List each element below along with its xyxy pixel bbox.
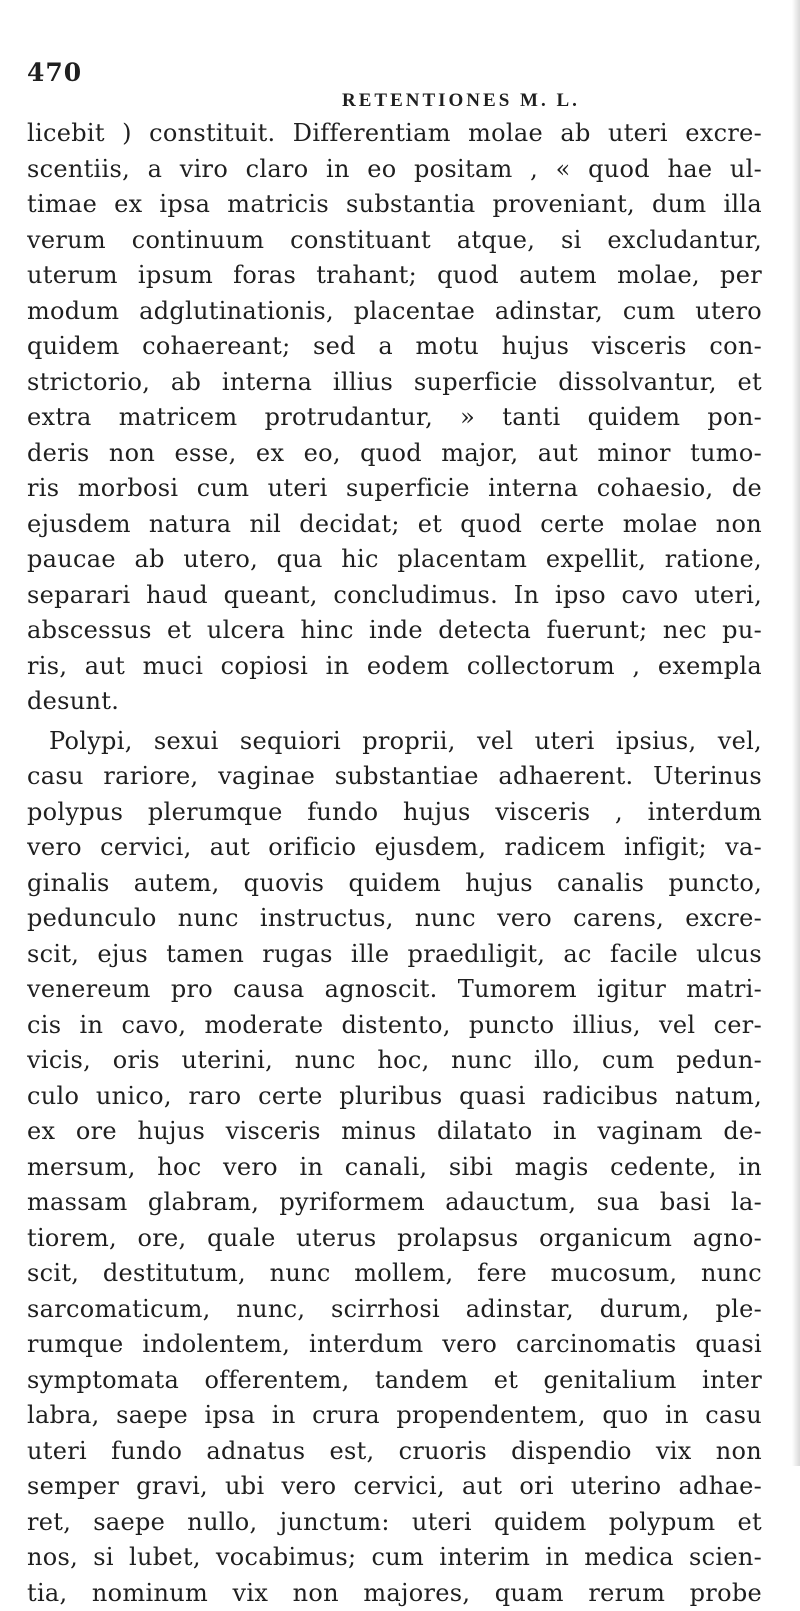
text-line: pedunculo nunc instructus, nunc vero carens, excre-: [27, 901, 762, 937]
text-line: ejusdem natura nil decidat; et quod certe molae non: [27, 507, 762, 543]
text-line: tia, nominum vix non majores, quam rerum probe: [27, 1576, 762, 1611]
text-line: scit, destitutum, nunc mollem, fere mucosum, nunc: [27, 1256, 762, 1292]
text-line: uterum ipsum foras trahant; quod autem molae, per: [27, 258, 762, 294]
text-line: Polypi, sexui sequiori proprii, vel uteri ipsius, vel,: [27, 724, 762, 760]
text-line: separari haud queant, concludimus. In ipso cavo uteri,: [27, 578, 762, 614]
text-line: verum continuum constituant atque, si excludantur,: [27, 223, 762, 259]
text-line: ris, aut muci copiosi in eodem collectorum , exempla: [27, 649, 762, 685]
text-line: casu rariore, vaginae substantiae adhaerent. Uterinus: [27, 759, 762, 795]
text-line: quidem cohaereant; sed a motu hujus visceris con-: [27, 329, 762, 365]
text-line: extra matricem protrudantur, » tanti quidem pon-: [27, 400, 762, 436]
body-text: [27, 116, 762, 1611]
text-line: polypus plerumque fundo hujus visceris , interdum: [27, 795, 762, 831]
text-line: rumque indolentem, interdum vero carcinomatis quasi: [27, 1327, 762, 1363]
text-line: culo unico, raro certe pluribus quasi radicibus natum,: [27, 1079, 762, 1115]
text-line: licebit ) constituit. Differentiam molae ab uteri excre-: [27, 116, 762, 152]
text-line: massam glabram, pyriformem adauctum, sua basi la-: [27, 1185, 762, 1221]
text-line: sarcomaticum, nunc, scirrhosi adinstar, durum, ple-: [27, 1292, 762, 1328]
page-number: 470: [27, 58, 82, 87]
page-edge-shadow: [792, 0, 800, 1466]
text-line: ret, saepe nullo, junctum: uteri quidem polypum et: [27, 1505, 762, 1541]
text-line: nos, si lubet, vocabimus; cum interim in medica scien-: [27, 1540, 762, 1576]
text-line: cis in cavo, moderate distento, puncto illius, vel cer-: [27, 1008, 762, 1044]
text-line: scit, ejus tamen rugas ille praedıligit, ac facile ulcus: [27, 937, 762, 973]
text-line: vero cervici, aut orificio ejusdem, radicem infigit; va-: [27, 830, 762, 866]
text-line: ris morbosi cum uteri superficie interna cohaesio, de: [27, 471, 762, 507]
text-line: semper gravi, ubi vero cervici, aut ori uterino adhae-: [27, 1469, 762, 1505]
text-line: labra, saepe ipsa in crura propendentem, quo in casu: [27, 1398, 762, 1434]
text-line: desunt.: [27, 684, 762, 720]
text-line: scentiis, a viro claro in eo positam , « quod hae ul-: [27, 152, 762, 188]
text-line: strictorio, ab interna illius superficie dissolvantur, et: [27, 365, 762, 401]
text-line: uteri fundo adnatus est, cruoris dispendio vix non: [27, 1434, 762, 1470]
page-header: [27, 58, 767, 98]
text-line: symptomata offerentem, tandem et genitalium inter: [27, 1363, 762, 1399]
text-line: paucae ab utero, qua hic placentam expellit, ratione,: [27, 542, 762, 578]
text-line: venereum pro causa agnoscit. Tumorem igitur matri-: [27, 972, 762, 1008]
text-line: mersum, hoc vero in canali, sibi magis cedente, in: [27, 1150, 762, 1186]
running-head: RETENTIONES M. L.: [342, 90, 580, 112]
text-line: timae ex ipsa matricis substantia proveniant, dum illa: [27, 187, 762, 223]
text-line: modum adglutinationis, placentae adinstar, cum utero: [27, 294, 762, 330]
text-line: deris non esse, ex eo, quod major, aut minor tumo-: [27, 436, 762, 472]
text-line: vicis, oris uterini, nunc hoc, nunc illo, cum pedun-: [27, 1043, 762, 1079]
text-line: ginalis autem, quovis quidem hujus canalis puncto,: [27, 866, 762, 902]
text-line: ex ore hujus visceris minus dilatato in vaginam de-: [27, 1114, 762, 1150]
text-line: abscessus et ulcera hinc inde detecta fuerunt; nec pu-: [27, 613, 762, 649]
text-line: tiorem, ore, quale uterus prolapsus organicum agno-: [27, 1221, 762, 1257]
